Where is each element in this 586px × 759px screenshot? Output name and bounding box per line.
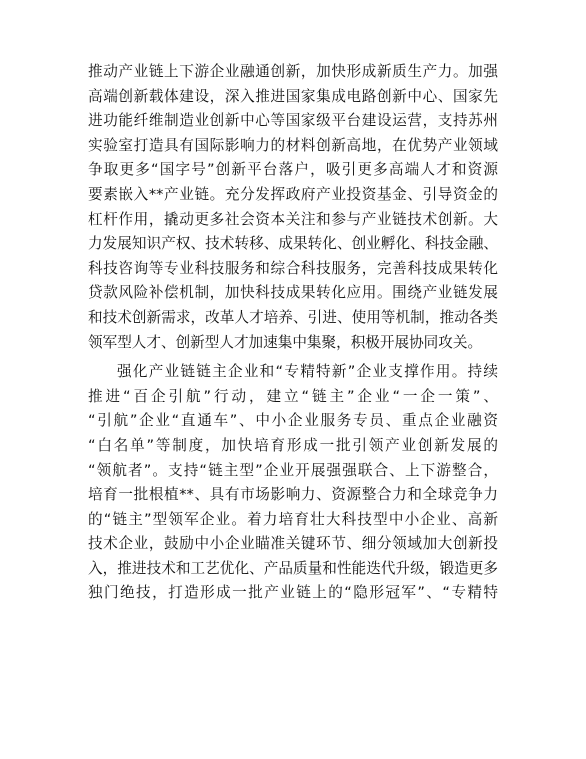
text-line: 实验室打造具有国际影响力的材料创新高地，在优势产业领域 — [88, 136, 498, 154]
paragraph-innovation — [88, 60, 498, 355]
paragraph-chain-leaders — [88, 360, 498, 606]
text-line: 独门绝技，打造形成一批产业链上的“隐形冠军”、“专精特 — [88, 584, 498, 602]
text-line: 强化产业链链主企业和“专精特新”企业支撑作用。持续 — [117, 363, 498, 381]
text-line: 和技术创新需求，改革人才培养、引进、使用等机制，推动各类 — [88, 308, 498, 326]
text-line: 争取更多“国字号”创新平台落户，吸引更多高端人才和资源 — [88, 161, 498, 179]
text-line: 贷款风险补偿机制，加快科技成果转化应用。围绕产业链发展 — [88, 284, 498, 302]
text-line: 技术企业，鼓励中小企业瞄准关键环节、细分领域加大创新投 — [88, 535, 498, 553]
text-line: 高端创新载体建设，深入推进国家集成电路创新中心、国家先 — [88, 87, 498, 105]
text-line: 推进“百企引航”行动，建立“链主”企业“一企一策”、 — [88, 387, 498, 405]
text-line: 进功能纤维制造业创新中心等国家级平台建设运营，支持苏州 — [88, 112, 498, 130]
text-line: “领航者”。支持“链主型”企业开展强强联合、上下游整合， — [88, 461, 498, 479]
text-line: 杠杆作用，撬动更多社会资本关注和参与产业链技术创新。大 — [88, 210, 498, 228]
text-line: 领军型人才、创新型人才加速集中集聚，积极开展协同攻关。 — [88, 333, 483, 351]
document-page — [88, 60, 498, 606]
text-line: 的“链主”型领军企业。着力培育壮大科技型中小企业、高新 — [88, 510, 498, 528]
text-line: 要素嵌入**产业链。充分发挥政府产业投资基金、引导资金的 — [88, 185, 498, 203]
text-line: “白名单”等制度，加快培育形成一批引领产业创新发展的 — [88, 436, 498, 454]
text-line: 入，推进技术和工艺优化、产品质量和性能迭代升级，锻造更多 — [88, 559, 498, 577]
text-line: 推动产业链上下游企业融通创新，加快形成新质生产力。加强 — [88, 63, 498, 80]
text-line: “引航”企业“直通车”、中小企业服务专员、重点企业融资 — [88, 412, 498, 430]
text-line: 力发展知识产权、技术转移、成果转化、创业孵化、科技金融、 — [88, 235, 498, 253]
text-line: 科技咨询等专业科技服务和综合科技服务，完善科技成果转化 — [88, 259, 498, 277]
text-line: 培育一批根植**、具有市场影响力、资源整合力和全球竞争力 — [88, 486, 498, 504]
